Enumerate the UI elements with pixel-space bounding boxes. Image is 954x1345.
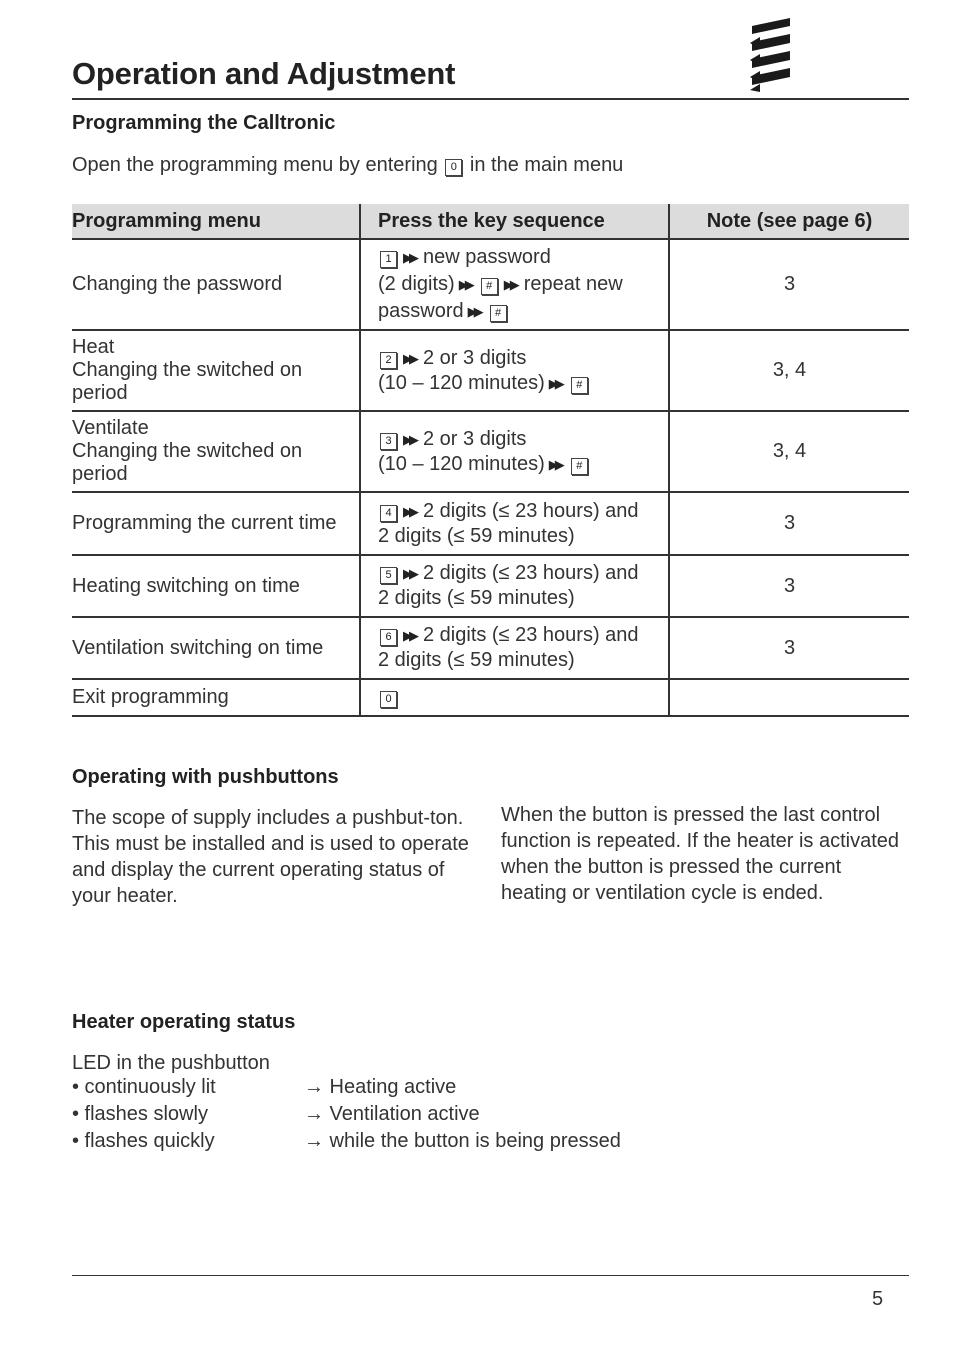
sequence-text: (10 – 120 minutes): [378, 452, 545, 475]
sequence-line: [378, 371, 662, 396]
menu-cell: [72, 330, 360, 411]
sequence-text: 2 digits (≤ 23 hours) and: [423, 562, 639, 584]
sequence-line: [378, 346, 662, 371]
table-row: [72, 492, 909, 555]
fast-forward-icon: ▶▶: [403, 250, 415, 265]
menu-line: Changing the switched on: [72, 440, 303, 462]
fast-forward-icon: ▶▶: [403, 566, 415, 581]
note-cell: [669, 679, 909, 716]
note-cell: 3, 4: [669, 411, 909, 492]
col-header-note: Note (see page 6): [669, 204, 909, 239]
fast-forward-icon: ▶▶: [548, 375, 561, 391]
menu-cell: [72, 617, 360, 679]
note-cell: 3: [669, 617, 909, 679]
sequence-text: password: [378, 300, 464, 322]
key-icon: #: [481, 278, 498, 295]
table-row: [72, 617, 909, 679]
table-row: [72, 411, 909, 492]
sequence-text: new password: [423, 246, 551, 268]
sequence-text: 2 digits (≤ 23 hours) and: [423, 624, 639, 646]
menu-line: Heat: [72, 336, 115, 358]
section-heading-status: Heater operating status: [72, 1011, 296, 1033]
menu-line: Ventilation switching on time: [72, 636, 324, 659]
pushbuttons-text-right: When the button is pressed the last control function is repeated. If the heater is activated when the button is pressed the current heating or ventilation cycle is ended.: [501, 804, 900, 904]
menu-cell: [72, 411, 360, 492]
sequence-cell: [360, 617, 669, 679]
sequence-line: [378, 524, 662, 549]
sequence-text: repeat new: [523, 273, 623, 295]
page-number: 5: [872, 1288, 884, 1310]
status-condition: • flashes quickly: [72, 1130, 215, 1152]
status-result: → Heating active: [304, 1076, 457, 1098]
programming-intro: [72, 152, 623, 178]
sequence-line: [378, 298, 662, 325]
page-title: Operation and Adjustment: [72, 56, 456, 91]
status-result: → while the button is being pressed: [304, 1130, 621, 1152]
col-header-sequence: Press the key sequence: [360, 204, 669, 239]
key-icon: #: [571, 377, 588, 394]
key-icon: 2: [380, 352, 397, 369]
table-row: [72, 679, 909, 716]
fast-forward-icon: ▶▶: [403, 503, 415, 519]
sequence-text: 2 or 3 digits: [423, 427, 527, 450]
sequence-text: 2 or 3 digits: [423, 346, 527, 369]
key-icon: 0: [380, 691, 397, 708]
sequence-text: (10 – 120 minutes): [378, 371, 545, 394]
sequence-line: [378, 452, 662, 477]
note-cell: 3, 4: [669, 330, 909, 411]
table-header-row: [72, 204, 909, 239]
fast-forward-icon: ▶▶: [467, 304, 480, 319]
sequence-line: [378, 561, 662, 586]
section-heading-programming: Programming the Calltronic: [72, 112, 336, 134]
key-icon: 0: [445, 159, 462, 176]
sequence-line: [378, 427, 662, 452]
sequence-line: [378, 271, 662, 298]
table-row: [72, 555, 909, 617]
status-result: → Ventilation active: [304, 1103, 480, 1125]
menu-line: Exit programming: [72, 686, 229, 708]
menu-line: Programming the current time: [72, 512, 337, 534]
note-cell: 3: [669, 239, 909, 330]
header-rule: [72, 98, 909, 100]
status-condition: • continuously lit: [72, 1076, 216, 1098]
sequence-cell: [360, 239, 669, 330]
key-icon: 4: [380, 505, 397, 522]
fast-forward-icon: ▶▶: [403, 628, 415, 643]
sequence-text: (2 digits): [378, 273, 455, 295]
brand-logo: [746, 16, 792, 92]
sequence-cell: [360, 492, 669, 555]
sequence-line: [378, 244, 662, 271]
fast-forward-icon: ▶▶: [503, 277, 516, 292]
menu-line: period: [72, 382, 128, 404]
menu-line: Heating switching on time: [72, 574, 300, 597]
menu-cell: [72, 679, 360, 716]
key-icon: 1: [380, 251, 397, 268]
menu-line: Changing the password: [72, 273, 283, 295]
key-icon: 5: [380, 567, 397, 584]
programming-table: [72, 204, 909, 717]
sequence-line: [378, 499, 662, 524]
footer-rule: [72, 1275, 909, 1276]
sequence-text: 2 digits (≤ 59 minutes): [378, 649, 575, 671]
menu-line: Ventilate: [72, 417, 149, 439]
sequence-cell: [360, 679, 669, 716]
key-icon: 3: [380, 433, 397, 450]
key-icon: 6: [380, 629, 397, 646]
menu-cell: [72, 492, 360, 555]
key-icon: #: [490, 305, 507, 322]
fast-forward-icon: ▶▶: [548, 456, 561, 472]
sequence-line: [378, 685, 662, 710]
table-row: [72, 239, 909, 330]
table-row: [72, 330, 909, 411]
note-cell: 3: [669, 492, 909, 555]
sequence-cell: [360, 555, 669, 617]
pushbuttons-text-left: The scope of supply includes a pushbut-ton. This must be installed and is used to operate and display the current operating status of your heater.: [72, 807, 469, 907]
sequence-text: 2 digits (≤ 23 hours) and: [423, 499, 639, 522]
sequence-line: [378, 623, 662, 648]
fast-forward-icon: ▶▶: [403, 350, 415, 366]
menu-cell: [72, 555, 360, 617]
status-intro: LED in the pushbutton: [72, 1052, 270, 1074]
sequence-line: [378, 648, 662, 673]
intro-text-after: in the main menu: [469, 154, 624, 176]
intro-text-before: Open the programming menu by entering: [72, 154, 438, 176]
note-cell: 3: [669, 555, 909, 617]
sequence-cell: [360, 411, 669, 492]
fast-forward-icon: ▶▶: [403, 431, 415, 447]
sequence-cell: [360, 330, 669, 411]
sequence-text: 2 digits (≤ 59 minutes): [378, 587, 575, 609]
key-icon: #: [571, 458, 588, 475]
menu-cell: [72, 239, 360, 330]
col-header-menu: Programming menu: [72, 204, 360, 239]
menu-line: Changing the switched on: [72, 359, 303, 381]
section-heading-pushbuttons: Operating with pushbuttons: [72, 766, 339, 788]
fast-forward-icon: ▶▶: [458, 277, 471, 292]
sequence-text: 2 digits (≤ 59 minutes): [378, 524, 575, 547]
sequence-line: [378, 586, 662, 611]
status-condition: • flashes slowly: [72, 1103, 208, 1125]
menu-line: period: [72, 463, 128, 485]
